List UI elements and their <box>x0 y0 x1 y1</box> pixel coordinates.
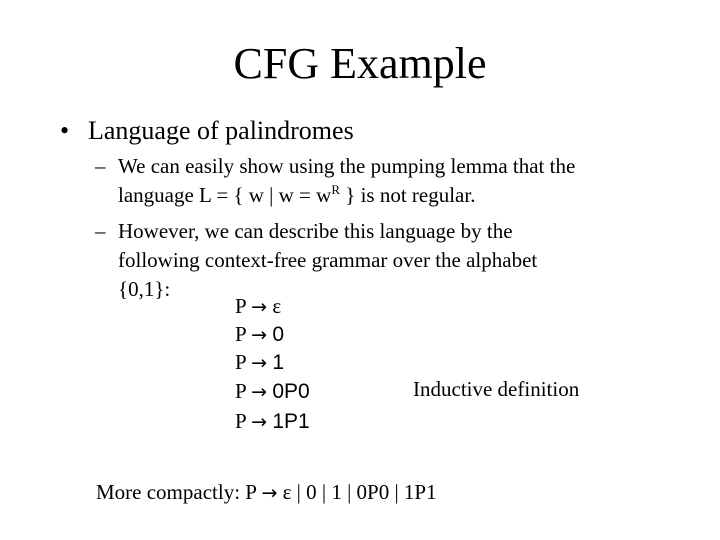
grammar-rule <box>235 377 310 407</box>
language-definition-pre: language L = { w | w = w <box>118 183 332 207</box>
subpoint-2-line-3: {0,1}: <box>118 277 171 301</box>
rule-lhs: P <box>235 294 246 318</box>
subpoint-dash: – <box>95 219 106 243</box>
rule-lhs: P <box>235 379 246 403</box>
rule-rhs: 1P1 <box>272 410 310 433</box>
subpoint-dash: – <box>95 154 106 178</box>
slide-title: CFG Example <box>233 39 487 88</box>
subpoint-text: We can easily show using the pumping lemma that the <box>118 154 576 178</box>
bullet-text: Language of palindromes <box>88 116 354 145</box>
rule-rhs: 1 <box>272 351 285 374</box>
compact-prefix: More compactly: P <box>96 480 262 504</box>
reverse-superscript: R <box>331 182 340 197</box>
rule-lhs: P <box>235 350 246 374</box>
bullet-marker: • <box>60 116 70 145</box>
right-arrow-icon: → <box>251 381 268 403</box>
right-arrow-icon: → <box>261 482 278 504</box>
grammar-rule <box>235 348 284 378</box>
grammar-rule <box>235 407 310 437</box>
rule-rhs: 0P0 <box>272 380 310 403</box>
subpoint-1-line-1 <box>95 152 576 181</box>
right-arrow-icon: → <box>251 324 268 346</box>
inductive-definition-note: Inductive definition <box>413 377 580 401</box>
right-arrow-icon: → <box>251 352 268 374</box>
rule-lhs: P <box>235 409 246 433</box>
rule-rhs: ε <box>272 294 282 318</box>
rule-rhs: 0 <box>272 323 285 346</box>
right-arrow-icon: → <box>251 411 268 433</box>
subpoint-2-line-2: following context-free grammar over the alphabet <box>118 248 538 272</box>
compact-suffix: ε | 0 | 1 | 0P0 | 1P1 <box>277 480 437 504</box>
subpoint-2-line-1 <box>95 217 513 246</box>
rule-lhs: P <box>235 322 246 346</box>
subpoint-text: However, we can describe this language by the <box>118 219 513 243</box>
compact-grammar <box>96 478 437 508</box>
grammar-rule <box>235 292 281 322</box>
language-definition-post: } is not regular. <box>339 183 476 207</box>
right-arrow-icon: → <box>251 296 268 318</box>
subpoint-1-line-2 <box>118 181 475 210</box>
grammar-rule <box>235 320 284 350</box>
bullet-item <box>60 114 354 148</box>
